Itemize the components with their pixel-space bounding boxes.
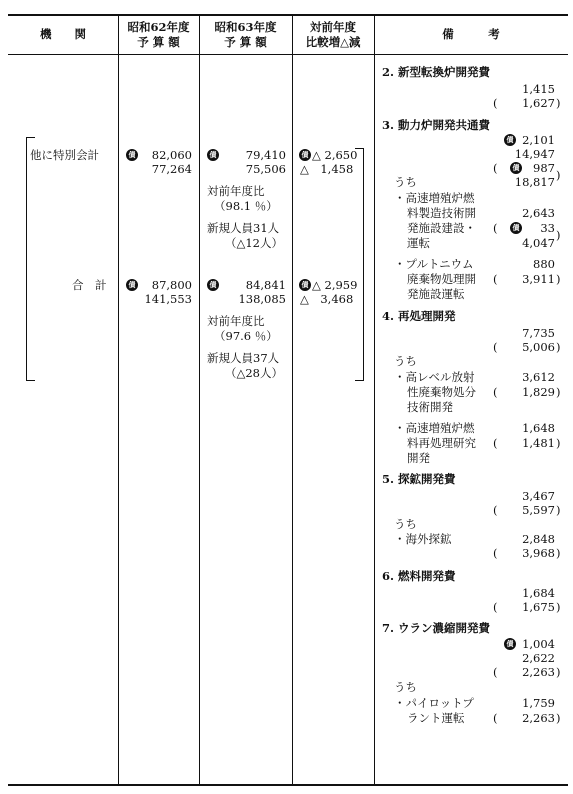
note-5a-value-2: 3,968 (522, 546, 555, 560)
other-diff-debt: △ 2,650 (312, 148, 358, 162)
debt-marker-icon: 債 (504, 638, 516, 650)
note-2-title: 2. 新型転換炉開発費 (382, 65, 491, 79)
note-5-value-1: 3,467 (522, 489, 555, 503)
note-7a-value-1: 1,759 (522, 696, 555, 710)
other-fy62-debt: 82,060 (151, 148, 192, 162)
note-6-value-2: 1,675 (522, 600, 555, 614)
table-top-rule (8, 14, 568, 16)
note-3b-line-1: ・プルトニウム (394, 257, 474, 271)
uchi-label: うち (394, 354, 417, 368)
note-5-title: 5. 探鉱開発費 (382, 472, 456, 486)
paren-close: ) (556, 272, 561, 286)
note-3a-value-3: 4,047 (522, 236, 555, 250)
debt-marker-icon: 債 (510, 222, 522, 234)
other-diff: △ 1,458 (300, 162, 354, 176)
debt-marker-icon: 債 (299, 279, 311, 291)
paren-open: ( (493, 503, 498, 517)
header-fy62-line1: 昭和62年度 (127, 20, 190, 34)
left-bracket (26, 137, 35, 381)
col-divider-2 (199, 14, 200, 786)
paren-close: ) (556, 503, 561, 517)
col-divider-4 (374, 14, 375, 786)
other-fy62: 77,264 (151, 162, 192, 176)
paren-open: ( (493, 385, 498, 399)
note-4b-line-1: ・高速増殖炉燃 (394, 421, 475, 435)
paren-open: ( (493, 161, 498, 175)
uchi-label: うち (394, 680, 417, 694)
note-2-value-1: 1,415 (522, 82, 555, 96)
note-3a-value-1: 2,643 (522, 206, 555, 220)
paren-open: ( (493, 96, 498, 110)
note-3a-line-2: 料製造技術開 (407, 206, 476, 220)
other-staff: 新規人員31人 (207, 221, 280, 235)
note-4-value-2: 5,006 (522, 340, 555, 354)
paren-open: ( (493, 546, 498, 560)
col-divider-3 (292, 14, 293, 786)
header-agency: 機 関 (40, 27, 86, 41)
note-7a-line-1: ・パイロットプ (394, 696, 474, 710)
paren-close: ) (556, 340, 561, 354)
paren-close: ) (556, 436, 561, 450)
total-fy63: 138,085 (238, 292, 286, 306)
header-fy63-line1: 昭和63年度 (214, 20, 277, 34)
note-3-value-4: 18,817 (514, 175, 555, 189)
paren-open: ( (493, 600, 498, 614)
total-staff: 新規人員37人 (207, 351, 280, 365)
note-7-title: 7. ウラン濃縮開発費 (382, 621, 491, 635)
paren-close: ) (556, 96, 561, 110)
other-fy63: 75,506 (245, 162, 286, 176)
paren-open: ( (493, 436, 498, 450)
note-7a-value-2: 2,263 (522, 711, 555, 725)
debt-marker-icon: 債 (207, 279, 219, 291)
paren-close: ) (556, 385, 561, 399)
note-2-value-2: 1,627 (522, 96, 555, 110)
header-bottom-rule (8, 54, 568, 55)
paren-close: ) (556, 665, 561, 679)
note-6-value-1: 1,684 (522, 586, 555, 600)
paren-open: ( (493, 272, 498, 286)
note-3b-value-2: 3,911 (522, 272, 555, 286)
note-5a-value-1: 2,848 (522, 532, 555, 546)
total-diff: △ 3,468 (300, 292, 354, 306)
header-fy63-line2: 予 算 額 (224, 35, 267, 49)
other-staff-change: （△12人） (225, 236, 283, 250)
note-4a-line-1: ・高レベル放射 (394, 370, 475, 384)
header-diff-line2: 比較増△減 (305, 35, 361, 49)
table-bottom-rule (8, 784, 568, 786)
note-3-value-3: 987 (533, 161, 555, 175)
total-diff-debt: △ 2,959 (312, 278, 358, 292)
header-fy62-line2: 予 算 額 (137, 35, 180, 49)
debt-marker-icon: 債 (207, 149, 219, 161)
paren-close: ) (556, 228, 561, 242)
paren-close: ) (556, 600, 561, 614)
paren-open: ( (493, 221, 498, 235)
paren-open: ( (493, 340, 498, 354)
total-ratio: （97.6 ％） (214, 329, 278, 343)
col-divider-1 (118, 14, 119, 786)
total-fy63-debt: 84,841 (245, 278, 286, 292)
note-3a-line-1: ・高速増殖炉燃 (394, 191, 475, 205)
uchi-label: うち (394, 517, 417, 531)
row-total-label: 合 計 (72, 278, 107, 292)
note-4-value-1: 7,735 (522, 326, 555, 340)
note-3b-line-3: 発施設運転 (407, 287, 465, 301)
header-diff-line1: 対前年度 (310, 20, 356, 34)
right-bracket (355, 148, 364, 381)
note-7-value-3: 2,263 (522, 665, 555, 679)
note-5a-line-1: ・海外探鉱 (394, 532, 452, 546)
note-3b-line-2: 廃棄物処理開 (407, 272, 476, 286)
note-4b-line-2: 料再処理研究 (407, 436, 476, 450)
note-3a-value-2: 33 (540, 221, 555, 235)
paren-close: ) (556, 711, 561, 725)
paren-open: ( (493, 665, 498, 679)
total-ratio-label: 対前年度比 (207, 314, 265, 328)
note-3-title: 3. 動力炉開発共通費 (382, 118, 491, 132)
note-4a-value-2: 1,829 (522, 385, 555, 399)
note-3-value-1: 2,101 (522, 133, 555, 147)
note-3a-line-4: 運転 (407, 236, 430, 250)
debt-marker-icon: 債 (126, 279, 138, 291)
note-4a-value-1: 3,612 (522, 370, 555, 384)
header-remarks: 備 考 (442, 27, 500, 41)
debt-marker-icon: 債 (299, 149, 311, 161)
note-7-value-2: 2,622 (522, 651, 555, 665)
note-4b-value-1: 1,648 (522, 421, 555, 435)
note-3b-value-1: 880 (533, 257, 555, 271)
debt-marker-icon: 債 (504, 134, 516, 146)
note-7-value-1: 1,004 (522, 637, 555, 651)
debt-marker-icon: 債 (510, 162, 522, 174)
note-4b-line-3: 開発 (407, 451, 430, 465)
total-staff-change: （△28人） (225, 366, 283, 380)
other-fy63-debt: 79,410 (245, 148, 286, 162)
row-other-label: 他に特別会計 (30, 148, 99, 162)
paren-close: ) (556, 546, 561, 560)
note-7a-line-2: ラント運転 (407, 711, 465, 725)
other-ratio: （98.1 ％） (214, 199, 278, 213)
paren-close: ) (556, 168, 561, 182)
note-5-value-2: 5,597 (522, 503, 555, 517)
note-4b-value-2: 1,481 (522, 436, 555, 450)
paren-open: ( (493, 711, 498, 725)
note-3a-line-3: 発施設建設・ (407, 221, 476, 235)
note-4-title: 4. 再処理開発 (382, 309, 456, 323)
note-4a-line-3: 技術開発 (407, 400, 453, 414)
note-4a-line-2: 性廃棄物処分 (407, 385, 476, 399)
note-6-title: 6. 燃料開発費 (382, 569, 456, 583)
note-3-value-2: 14,947 (514, 147, 555, 161)
total-fy62-debt: 87,800 (151, 278, 192, 292)
debt-marker-icon: 債 (126, 149, 138, 161)
total-fy62: 141,553 (144, 292, 192, 306)
uchi-label: うち (394, 175, 417, 189)
other-ratio-label: 対前年度比 (207, 184, 265, 198)
